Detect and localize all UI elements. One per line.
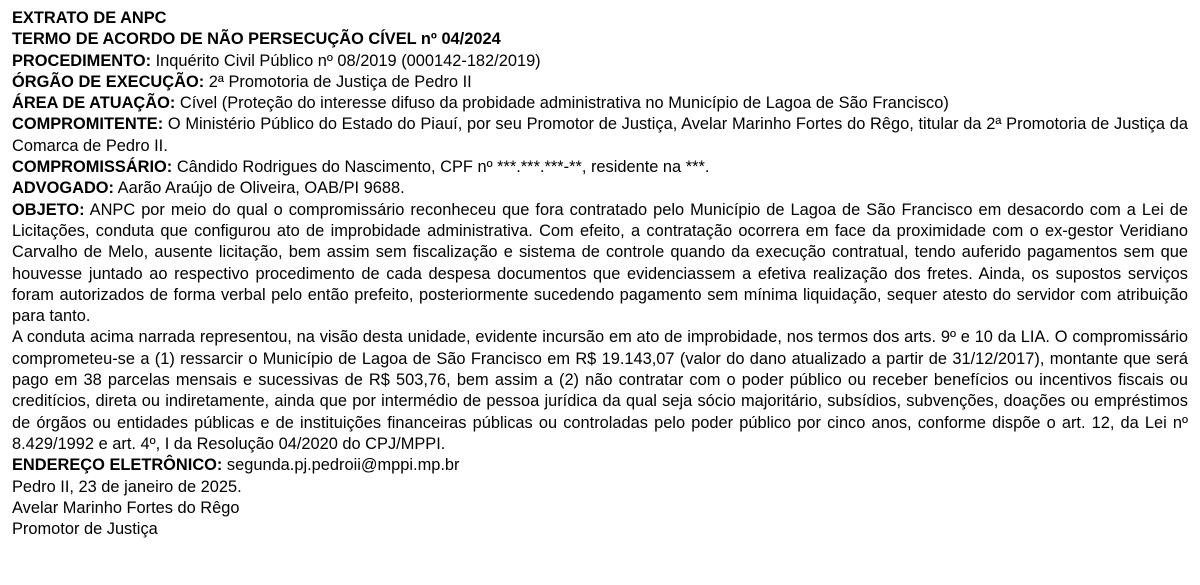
field-objeto [12, 200, 1188, 328]
signer-role: Promotor de Justiça [12, 520, 158, 539]
paragraph-conduta: A conduta acima narrada representou, na visão desta unidade, evidente incursão em ato de improbidade, nos termos dos arts. 9º e 10 da LIA. O compromissário comprometeu-se a (1) ressarcir o Município de Lagoa de São Francisco em R$ 19.143,07 (valor do dano atualizado a partir de 31/12/2017), montante que será pago em 38 parcelas mensais e sucessivas de R$ 503,76, bem assim a (2) não contratar com o poder público ou receber benefícios ou incentivos fiscais ou creditícios, direta ou indiretamente, ainda que por intermédio de pessoa jurídica da qual seja sócio majoritário, subsídios, subvenções, doações ou empréstimos de órgãos ou entidades públicas e de instituições financeiras públicas ou controladas pelo poder público por cinco anos, conforme dispõe o art. 12, da Lei nº 8.429/1992 e art. 4º, I da Resolução 04/2020 do CPJ/MPPI. [12, 328, 1188, 453]
field-procedimento-value: Inquérito Civil Público nº 08/2019 (000142-182/2019) [151, 51, 541, 70]
field-compromissario-value: Cândido Rodrigues do Nascimento, CPF nº ***.***.***-**, residente na ***. [172, 158, 710, 177]
field-orgao-value: 2ª Promotoria de Justiça de Pedro II [204, 72, 472, 91]
signer-name: Avelar Marinho Fortes do Rêgo [12, 498, 240, 517]
email-link[interactable]: segunda.pj.pedroii@mppi.mp.br [222, 456, 460, 475]
field-procedimento-label: PROCEDIMENTO: [12, 51, 152, 70]
field-advogado-value: Aarão Araújo de Oliveira, OAB/PI 9688. [114, 179, 405, 198]
place-date: Pedro II, 23 de janeiro de 2025. [12, 477, 242, 496]
field-endereco [12, 455, 1188, 476]
field-compromissario [12, 157, 1188, 178]
document-subtitle: TERMO DE ACORDO DE NÃO PERSECUÇÃO CÍVEL nº 04/2024 [12, 30, 501, 49]
field-objeto-label: OBJETO: [12, 200, 85, 219]
field-compromitente [12, 114, 1188, 157]
field-compromitente-value: O Ministério Público do Estado do Piauí, por seu Promotor de Justiça, Avelar Marinho Fortes do Rêgo, titular da 2ª Promotoria de Justiça da Comarca de Pedro II. [12, 115, 1188, 155]
field-area-value: Cível (Proteção do interesse difuso da probidade administrativa no Município de Lagoa de São Francisco) [175, 94, 949, 113]
document-title: EXTRATO DE ANPC [12, 9, 167, 27]
field-advogado [12, 178, 1188, 199]
field-compromitente-label: COMPROMITENTE: [12, 115, 164, 134]
field-advogado-label: ADVOGADO: [12, 179, 114, 198]
field-compromissario-label: COMPROMISSÁRIO: [12, 158, 173, 177]
field-procedimento [12, 51, 1188, 72]
field-orgao [12, 72, 1188, 93]
field-area-label: ÁREA DE ATUAÇÃO: [12, 94, 176, 113]
field-endereco-label: ENDEREÇO ELETRÔNICO: [12, 456, 223, 475]
field-area [12, 93, 1188, 114]
field-orgao-label: ÓRGÃO DE EXECUÇÃO: [12, 72, 205, 91]
field-objeto-value: ANPC por meio do qual o compromissário reconheceu que fora contratado pelo Município de Lagoa de São Francisco em desacordo com a Lei de Licitações, conduta que configurou ato de improbidade administrativa. Com efeito, a contratação ocorrera em face da proximidade com o ex-gestor Veridiano Carvalho de Melo, ausente licitação, bem assim sem fiscalização e sistema de controle quando da execução contratual, tendo auferido pagamentos sem que houvesse juntado ao respectivo procedimento de cada despesa documentos que evidenciassem a efetiva realização dos fretes. Ainda, os supostos serviços foram autorizados de forma verbal pelo então prefeito, posteriormente sucedendo pagamento sem mínima liquidação, sequer atesto do servidor com atribuição para tanto. [12, 200, 1188, 326]
